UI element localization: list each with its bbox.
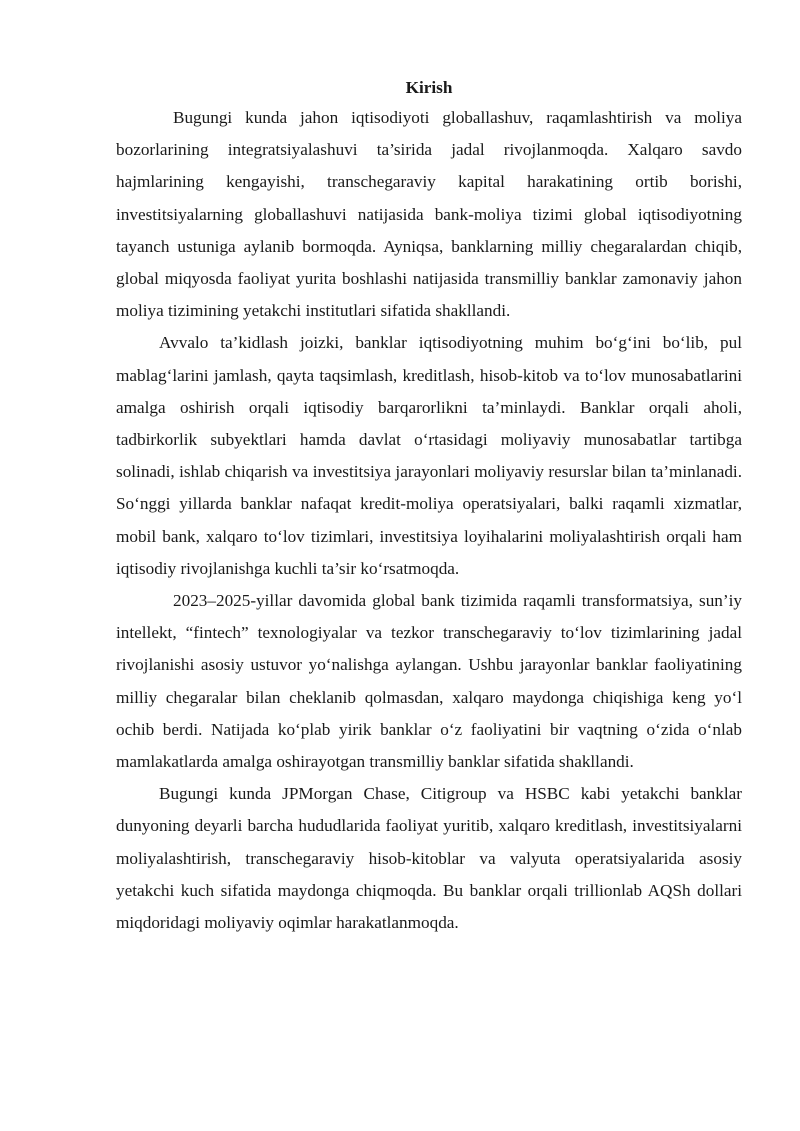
document-body: [116, 74, 742, 939]
paragraph-4: Bugungi kunda JPMorgan Chase, Citigroup va HSBC kabi yetakchi banklar dunyoning deyarli barcha hududlarida faoliyat yuritib, xalqaro kreditlash, investitsiyalarni moliyalashtirish, transchegaraviy hisob-kitoblar va valyuta operatsiyalarida asosiy yetakchi kuch sifatida maydonga chiqmoqda. Bu banklar orqali trillionlab AQSh dollari miqdoridagi moliyaviy oqimlar harakatlanmoqda.: [116, 784, 742, 933]
document-title: Kirish: [405, 78, 453, 97]
paragraph-3: 2023–2025-yillar davomida global bank tizimida raqamli transformatsiya, sun’iy intellekt, “fintech” texnologiyalar va tezkor transchegaraviy to‘lov tizimlarining jadal rivojlanishi asosiy ustuvor yo‘nalishga aylangan. Ushbu jarayonlar banklar faoliyatining milliy chegaralar bilan cheklanib qolmasdan, xalqaro maydonga chiqishiga keng yo‘l ochib berdi. Natijada ko‘plab yirik banklar o‘z faoliyatini bir vaqtning o‘zida o‘nlab mamlakatlarda amalga oshirayotgan transmilliy banklar sifatida shakllandi.: [116, 591, 742, 772]
paragraph-2: Avvalo ta’kidlash joizki, banklar iqtisodiyotning muhim bo‘g‘ini bo‘lib, pul mablag‘larini jamlash, qayta taqsimlash, kreditlash, hisob-kitob va to‘lov munosabatlarini amalga oshirish orqali iqtisodiy barqarorlikni ta’minlaydi. Banklar orqali aholi, tadbirkorlik subyektlari hamda davlat o‘rtasidagi moliyaviy munosabatlar tartibga solinadi, ishlab chiqarish va investitsiya jarayonlari moliyaviy resurslar bilan ta’minlanadi. So‘nggi yillarda banklar nafaqat kredit-moliya operatsiyalari, balki raqamli xizmatlar, mobil bank, xalqaro to‘lov tizimlari, investitsiya loyihalarini moliyalashtirish orqali ham iqtisodiy rivojlanishga kuchli ta’sir ko‘rsatmoqda.: [116, 333, 742, 578]
paragraph-1: Bugungi kunda jahon iqtisodiyoti globallashuv, raqamlashtirish va moliya bozorlarining integratsiyalashuvi ta’sirida jadal rivojlanmoqda. Xalqaro savdo hajmlarining kengayishi, transchegaraviy kapital harakatining ortib borishi, investitsiyalarning globallashuvi natijasida bank-moliya tizimi global iqtisodiyotning tayanch ustuniga aylanib bormoqda. Ayniqsa, banklarning milliy chegaralardan chiqib, global miqyosda faoliyat yurita boshlashi natijasida transmilliy banklar zamonaviy jahon moliya tizimining yetakchi institutlari sifatida shakllandi.: [116, 108, 742, 321]
